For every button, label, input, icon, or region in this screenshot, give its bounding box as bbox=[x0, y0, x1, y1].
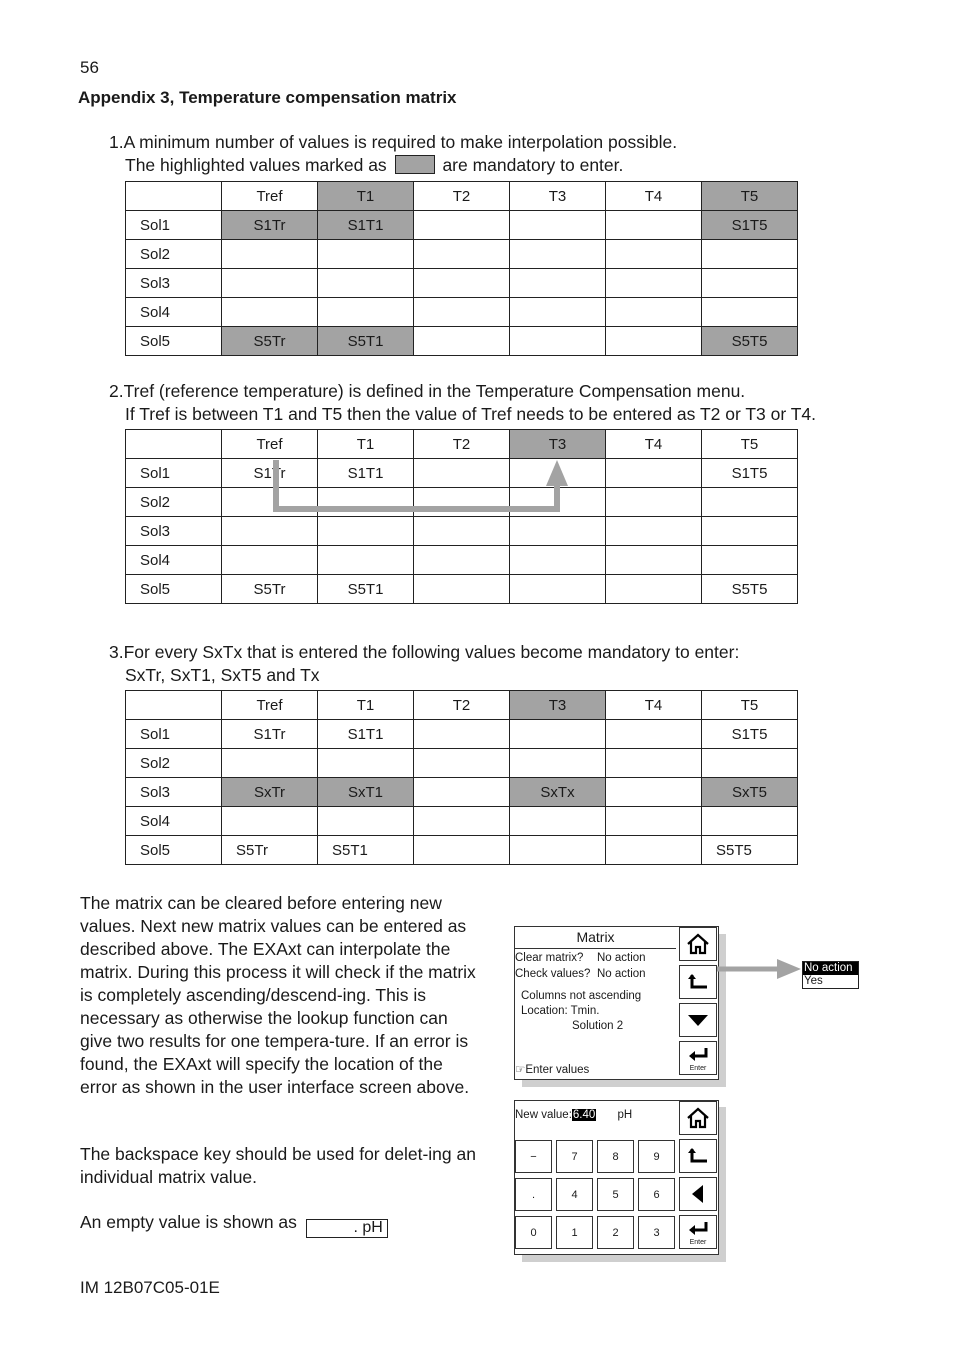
options-popup bbox=[802, 961, 859, 989]
row-label: Sol2 bbox=[126, 749, 222, 778]
down-button[interactable] bbox=[679, 1003, 717, 1037]
check-values-label: Check values? bbox=[515, 968, 591, 980]
section2-line2: If Tref is between T1 and T5 then the value of Tref needs to be entered as T2 or T3 or T4. bbox=[125, 404, 817, 424]
enter-icon bbox=[686, 1220, 710, 1238]
table-cell: S5T1 bbox=[318, 327, 414, 356]
unit-label: pH bbox=[617, 1109, 633, 1121]
key-8[interactable]: 8 bbox=[597, 1140, 634, 1173]
table-cell: S5Tr bbox=[222, 575, 318, 604]
key-3[interactable]: 3 bbox=[638, 1216, 675, 1249]
row-label: Sol5 bbox=[126, 327, 222, 356]
error-message-1: Columns not ascending bbox=[521, 990, 642, 1002]
table-cell bbox=[510, 749, 606, 778]
tref-move-arrow bbox=[0, 0, 954, 620]
body-paragraph-2: The backspace key should be used for delet-ing an individual matrix value. bbox=[80, 1144, 476, 1187]
table-cell: SxTx bbox=[510, 778, 606, 807]
enter-button[interactable] bbox=[679, 1041, 717, 1075]
table-cell: S5T5 bbox=[702, 575, 798, 604]
row-label: Sol1 bbox=[126, 720, 222, 749]
header-cell: T4 bbox=[606, 430, 702, 459]
table-cell: S1T1 bbox=[318, 211, 414, 240]
section1-line2-pre: The highlighted values marked as bbox=[125, 155, 387, 175]
row-label: Sol5 bbox=[126, 836, 222, 865]
row-label: Sol3 bbox=[126, 517, 222, 546]
table-cell bbox=[414, 749, 510, 778]
row-label: Sol2 bbox=[126, 488, 222, 517]
matrix-table-3 bbox=[125, 690, 798, 865]
row-label: Sol1 bbox=[126, 211, 222, 240]
table-cell: S5T1 bbox=[318, 575, 414, 604]
table-cell: S1T5 bbox=[702, 720, 798, 749]
enter-values-label[interactable]: Enter values bbox=[525, 1064, 590, 1076]
empty-value-box: . pH bbox=[306, 1219, 388, 1238]
key-1[interactable]: 1 bbox=[556, 1216, 593, 1249]
enter-key-label: Enter bbox=[689, 1239, 707, 1246]
header-cell: T3 bbox=[510, 691, 606, 720]
error-message-3: Solution 2 bbox=[572, 1020, 624, 1032]
empty-value-line bbox=[80, 1211, 480, 1238]
table-row bbox=[126, 807, 798, 836]
section3-line2: SxTr, SxT1, SxT5 and Tx bbox=[125, 665, 320, 685]
row-label: Sol2 bbox=[126, 240, 222, 269]
popup-pointer-arrow bbox=[715, 955, 805, 985]
back-button[interactable] bbox=[679, 965, 717, 999]
table-cell bbox=[606, 720, 702, 749]
key-4[interactable]: 4 bbox=[556, 1178, 593, 1211]
header-cell: T4 bbox=[606, 182, 702, 211]
table-cell bbox=[414, 807, 510, 836]
header-cell: T5 bbox=[702, 691, 798, 720]
header-cell: T5 bbox=[702, 182, 798, 211]
table-cell bbox=[510, 836, 606, 865]
empty-value-label: An empty value is shown as bbox=[80, 1212, 297, 1232]
left-arrow-icon bbox=[689, 1183, 707, 1205]
matrix-screen-title: Matrix bbox=[515, 927, 676, 949]
key-9[interactable]: 9 bbox=[638, 1140, 675, 1173]
table-cell bbox=[318, 749, 414, 778]
home-button[interactable] bbox=[679, 1101, 717, 1135]
table-cell bbox=[414, 778, 510, 807]
check-values-value[interactable]: No action bbox=[597, 968, 646, 980]
header-cell: T4 bbox=[606, 691, 702, 720]
table-row bbox=[126, 720, 798, 749]
header-cell: Tref bbox=[222, 430, 318, 459]
enter-icon bbox=[686, 1046, 710, 1064]
table-row bbox=[126, 749, 798, 778]
enter-button[interactable] bbox=[679, 1215, 717, 1249]
table-cell: SxTr bbox=[222, 778, 318, 807]
row-label: Sol4 bbox=[126, 546, 222, 575]
table-cell bbox=[414, 836, 510, 865]
clear-matrix-value[interactable]: No action bbox=[597, 952, 646, 964]
clear-matrix-row[interactable] bbox=[515, 952, 646, 964]
table-cell bbox=[414, 720, 510, 749]
table-cell: SxT1 bbox=[318, 778, 414, 807]
table-cell: S5Tr bbox=[222, 836, 318, 865]
header-cell: T3 bbox=[510, 430, 606, 459]
row-label: Sol5 bbox=[126, 575, 222, 604]
header-cell: T1 bbox=[318, 691, 414, 720]
footer-doc-id: IM 12B07C05-01E bbox=[80, 1278, 220, 1297]
back-button[interactable] bbox=[679, 1139, 717, 1173]
table-cell: S1T1 bbox=[318, 459, 414, 488]
key-decimal[interactable]: . bbox=[515, 1178, 552, 1211]
down-arrow-icon bbox=[686, 1012, 710, 1028]
header-cell: Tref bbox=[222, 182, 318, 211]
key-6[interactable]: 6 bbox=[638, 1178, 675, 1211]
new-value-row bbox=[515, 1109, 632, 1121]
header-cell: T1 bbox=[318, 430, 414, 459]
key-minus[interactable]: − bbox=[515, 1140, 552, 1173]
row-label: Sol4 bbox=[126, 807, 222, 836]
table-cell: S5Tr bbox=[222, 327, 318, 356]
back-icon bbox=[686, 1145, 710, 1167]
section1-line2-post: are mandatory to enter. bbox=[442, 155, 624, 175]
header-cell bbox=[126, 691, 222, 720]
table-cell bbox=[606, 836, 702, 865]
table-row bbox=[126, 778, 798, 807]
table-row bbox=[126, 836, 798, 865]
popup-option[interactable]: Yes bbox=[804, 975, 823, 987]
pointing-hand-icon: ☞ bbox=[515, 1064, 526, 1076]
table-cell bbox=[606, 778, 702, 807]
table-cell bbox=[702, 749, 798, 778]
clear-matrix-label: Clear matrix? bbox=[515, 952, 584, 964]
error-message-2: Location: Tmin. bbox=[521, 1005, 600, 1017]
page-heading: Appendix 3, Temperature compensation matrix bbox=[78, 88, 457, 107]
table-cell bbox=[222, 807, 318, 836]
section3-line1: 3.For every SxTx that is entered the following values become mandatory to enter: bbox=[109, 642, 740, 662]
header-cell: Tref bbox=[222, 691, 318, 720]
header-cell: T5 bbox=[702, 430, 798, 459]
header-cell: T2 bbox=[414, 691, 510, 720]
table-cell: S5T5 bbox=[702, 327, 798, 356]
row-label: Sol3 bbox=[126, 778, 222, 807]
key-7[interactable]: 7 bbox=[556, 1140, 593, 1173]
row-label: Sol3 bbox=[126, 269, 222, 298]
table-cell bbox=[702, 807, 798, 836]
back-icon bbox=[686, 971, 710, 993]
table-cell: S1Tr bbox=[222, 211, 318, 240]
table-cell bbox=[222, 749, 318, 778]
header-cell: T1 bbox=[318, 182, 414, 211]
table-cell: S5T5 bbox=[702, 836, 798, 865]
row-label: Sol4 bbox=[126, 298, 222, 327]
enter-values-row[interactable] bbox=[515, 1062, 589, 1076]
check-values-row[interactable] bbox=[515, 968, 646, 980]
table-cell: SxT5 bbox=[702, 778, 798, 807]
key-0[interactable]: 0 bbox=[515, 1216, 552, 1249]
table-cell: S1Tr bbox=[222, 720, 318, 749]
home-icon bbox=[686, 933, 710, 955]
table-cell bbox=[510, 720, 606, 749]
table-cell bbox=[606, 807, 702, 836]
key-2[interactable]: 2 bbox=[597, 1216, 634, 1249]
body-paragraph-1: The matrix can be cleared before entering new values. Next new matrix values can be entered as described above. The EXAxt can interpolate the matrix. During this process it will check if the matrix is completely ascending/descend-ing. This is necessary as otherwise the lookup function can give two results for one tempera-ture. If an error is found, the EXAxt will specify the location of the error as shown in the user interface screen above. bbox=[80, 893, 476, 1097]
table-cell: S1Tr bbox=[222, 459, 318, 488]
table-cell: S1T1 bbox=[318, 720, 414, 749]
new-value-field[interactable]: 6.40 bbox=[572, 1109, 596, 1121]
home-icon bbox=[686, 1107, 710, 1129]
new-value-label: New value: bbox=[515, 1109, 572, 1121]
table-cell: S1T5 bbox=[702, 459, 798, 488]
header-cell: T2 bbox=[414, 182, 510, 211]
section2-line1: 2.Tref (reference temperature) is defined in the Temperature Compensation menu. bbox=[109, 381, 746, 401]
backspace-button[interactable] bbox=[679, 1177, 717, 1211]
header-cell: T2 bbox=[414, 430, 510, 459]
table-cell bbox=[606, 749, 702, 778]
row-label: Sol1 bbox=[126, 459, 222, 488]
table-header-row bbox=[126, 691, 798, 720]
table-cell bbox=[318, 807, 414, 836]
home-button[interactable] bbox=[679, 927, 717, 961]
key-5[interactable]: 5 bbox=[597, 1178, 634, 1211]
popup-option-selected[interactable]: No action bbox=[803, 962, 858, 975]
page-number: 56 bbox=[80, 58, 99, 77]
table-cell: S1T5 bbox=[702, 211, 798, 240]
enter-key-label: Enter bbox=[689, 1065, 707, 1072]
table-cell: S5T1 bbox=[318, 836, 414, 865]
table-cell bbox=[510, 807, 606, 836]
section1-line1: 1.A minimum number of values is required to make interpolation possible. bbox=[109, 132, 678, 152]
header-cell: T3 bbox=[510, 182, 606, 211]
